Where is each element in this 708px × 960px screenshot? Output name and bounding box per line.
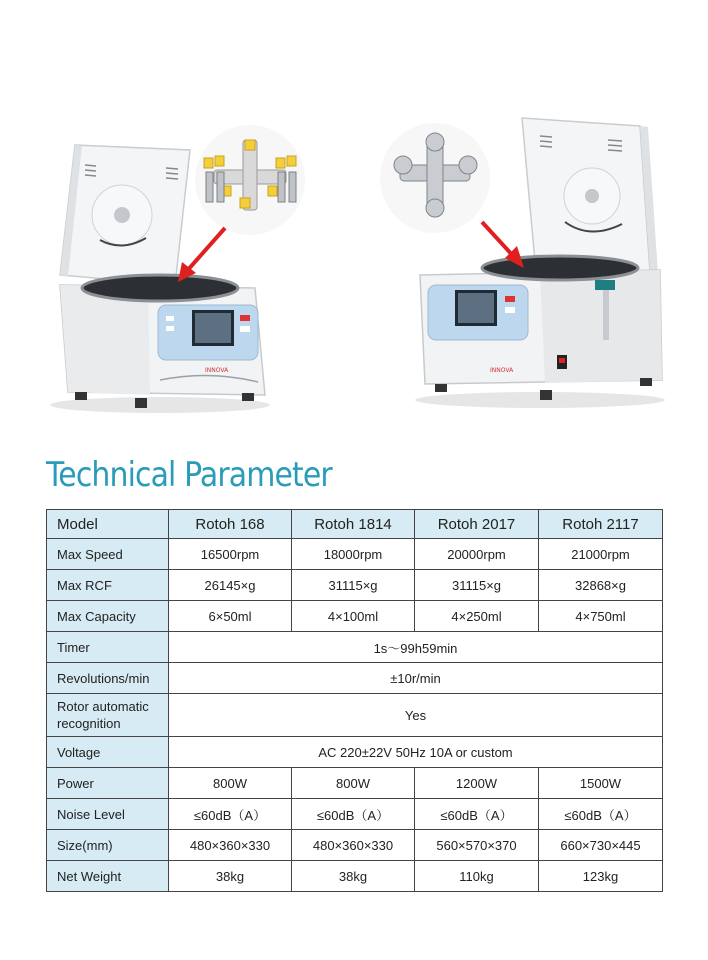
row-label: Size(mm) [47, 830, 169, 861]
row-label: Net Weight [47, 861, 169, 892]
svg-text:INNOVA: INNOVA [205, 367, 229, 374]
cell: 31115×g [292, 570, 415, 601]
header-rotoh-1814: Rotoh 1814 [292, 510, 415, 539]
cell: 110kg [415, 861, 539, 892]
table-row [47, 539, 663, 570]
cell: 1200W [415, 768, 539, 799]
row-label: Power [47, 768, 169, 799]
cell: 560×570×370 [415, 830, 539, 861]
row-label [47, 694, 169, 737]
row-label: Max Speed [47, 539, 169, 570]
table-row [47, 737, 663, 768]
cell: 32868×g [539, 570, 663, 601]
row-label: Max RCF [47, 570, 169, 601]
svg-text:INNOVA: INNOVA [490, 367, 514, 374]
table-row [47, 768, 663, 799]
cell: 1500W [539, 768, 663, 799]
product-photos [0, 0, 708, 440]
row-label-line: recognition [57, 716, 121, 731]
cell: 6×50ml [169, 601, 292, 632]
cell: 20000rpm [415, 539, 539, 570]
row-label: Voltage [47, 737, 169, 768]
table-row [47, 861, 663, 892]
cell: 26145×g [169, 570, 292, 601]
table-row [47, 570, 663, 601]
merged-cell: ±10r/min [169, 663, 663, 694]
header-rotoh-2117: Rotoh 2117 [539, 510, 663, 539]
row-label: Timer [47, 632, 169, 663]
row-label: Noise Level [47, 799, 169, 830]
cell: ≤60dB（A） [415, 799, 539, 830]
cell: 480×360×330 [292, 830, 415, 861]
centrifuge-left-image [50, 125, 305, 413]
cell: ≤60dB（A） [169, 799, 292, 830]
cell: 31115×g [415, 570, 539, 601]
cell: 4×750ml [539, 601, 663, 632]
merged-cell: Yes [169, 694, 663, 737]
header-rotoh-2017: Rotoh 2017 [415, 510, 539, 539]
table-row [47, 830, 663, 861]
row-label-line: Rotor automatic [57, 699, 149, 714]
table-row [47, 663, 663, 694]
cell: ≤60dB（A） [539, 799, 663, 830]
cell: 38kg [169, 861, 292, 892]
merged-cell: 1s～99h59min [169, 632, 663, 663]
section-title: Technical Parameter [46, 455, 332, 495]
table-row [47, 799, 663, 830]
cell: ≤60dB（A） [292, 799, 415, 830]
table-header-row [47, 510, 663, 539]
centrifuge-right-image [380, 118, 665, 408]
header-rotoh-168: Rotoh 168 [169, 510, 292, 539]
cell: 800W [292, 768, 415, 799]
table-row [47, 694, 663, 737]
table-row [47, 601, 663, 632]
row-label: Revolutions/min [47, 663, 169, 694]
cell: 660×730×445 [539, 830, 663, 861]
cell: 123kg [539, 861, 663, 892]
cell: 16500rpm [169, 539, 292, 570]
cell: 38kg [292, 861, 415, 892]
table-row [47, 632, 663, 663]
header-model: Model [47, 510, 169, 539]
row-label: Max Capacity [47, 601, 169, 632]
cell: 4×250ml [415, 601, 539, 632]
cell: 800W [169, 768, 292, 799]
cell: 4×100ml [292, 601, 415, 632]
cell: 21000rpm [539, 539, 663, 570]
spec-table [46, 509, 663, 892]
cell: 480×360×330 [169, 830, 292, 861]
cell: 18000rpm [292, 539, 415, 570]
merged-cell: AC 220±22V 50Hz 10A or custom [169, 737, 663, 768]
